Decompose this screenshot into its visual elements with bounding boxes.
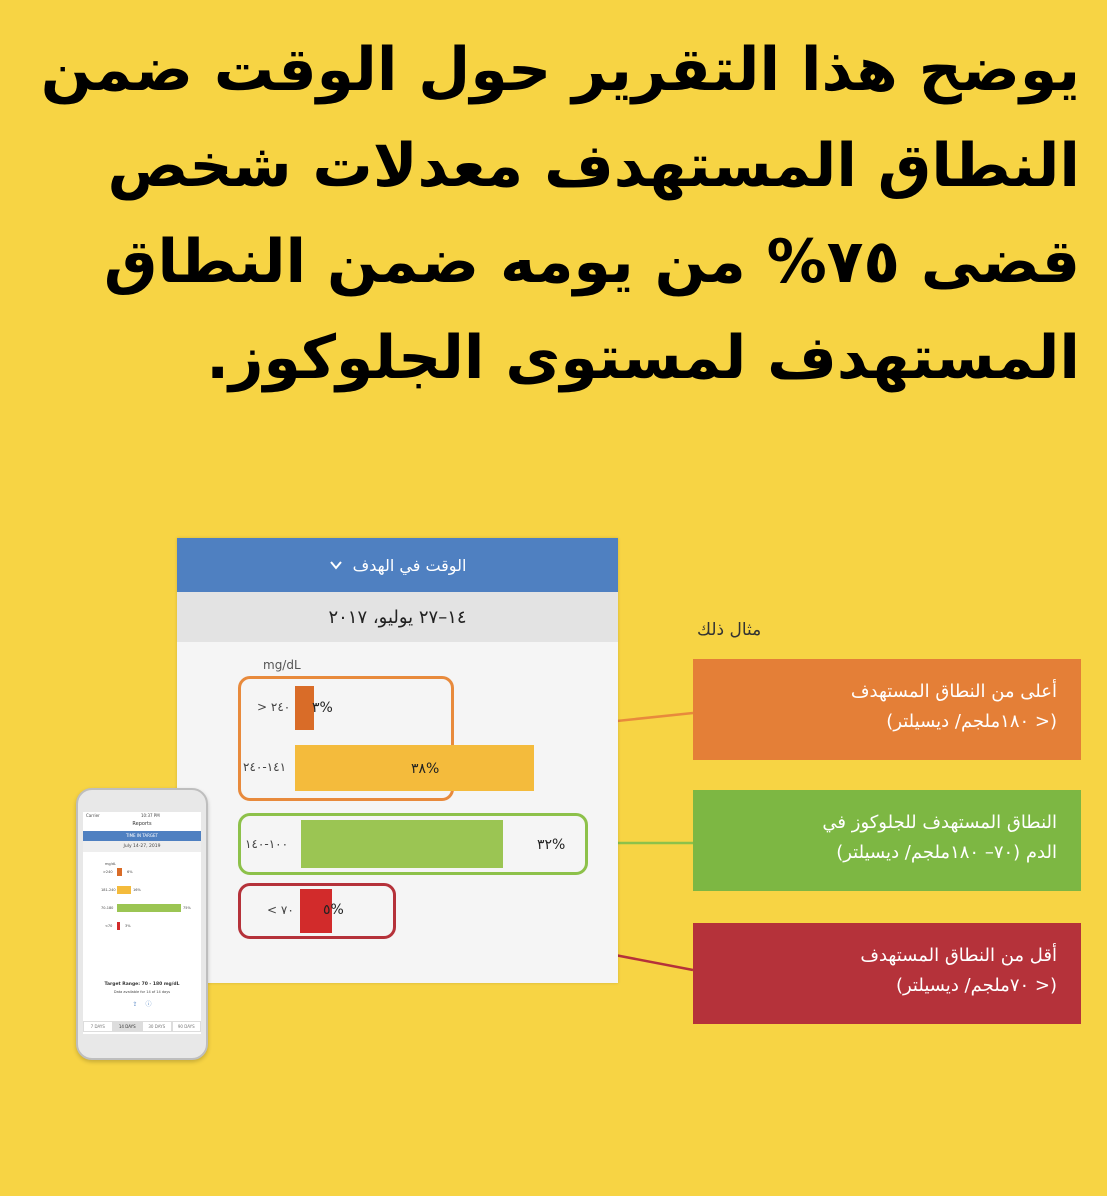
phone-tab-14-days[interactable]: 14 DAYS [113, 1021, 143, 1032]
report-header[interactable] [177, 538, 618, 592]
callout-above-target-range: (< ١٨٠ملجم/ ديسيلتر) [886, 711, 1057, 732]
headline [40, 22, 1080, 406]
phone-percent: 3% [125, 924, 131, 928]
chevron-down-icon [329, 558, 343, 572]
phone-screen [83, 812, 201, 1034]
phone-target-range: Target Range: 70 - 180 mg/dL [104, 982, 180, 987]
phone-bar [117, 922, 120, 930]
phone-percent: 6% [127, 870, 133, 874]
phone-bar [117, 868, 122, 876]
phone-time: 10:37 PM [141, 813, 160, 818]
range-label-low: < ٧٠ [267, 903, 294, 917]
callout-target-range [693, 790, 1081, 891]
phone-bar [117, 886, 131, 894]
range-label-target: ١٠٠-١٤٠ [245, 837, 289, 851]
phone-unit: mg/dL [105, 862, 116, 866]
phone-carrier: Carrier [86, 813, 100, 818]
example-label: مثال ذلك [697, 620, 762, 640]
phone-percent: 75% [183, 906, 191, 910]
bar-target [301, 820, 503, 868]
callout-above-target-title: أعلى من النطاق المستهدف [850, 681, 1057, 702]
phone-mockup [76, 788, 208, 1060]
callout-above-target [693, 659, 1081, 760]
callout-below-target-range: (< ٧٠ملجم/ ديسيلتر) [895, 975, 1057, 996]
phone-action-icons [83, 999, 201, 1008]
percent-low: ٥% [323, 902, 344, 918]
percent-high: ٣٨% [411, 761, 440, 777]
phone-data-available: Data available for 14 of 14 days [113, 990, 171, 994]
time-in-target-report [177, 538, 618, 983]
unit-label: mg/dL [263, 658, 301, 672]
phone-nav-title: Reports [132, 821, 152, 827]
headline-line-3: قضى ٧٥% من يومه ضمن النطاق [103, 227, 1080, 297]
info-icon[interactable]: ⓘ [145, 1001, 152, 1008]
phone-date: July 14-27, 2019 [83, 841, 201, 852]
phone-percent: 16% [133, 888, 141, 892]
callout-below-target [693, 923, 1081, 1024]
callout-target-range-range: الدم (٧٠– ١٨٠ملجم/ ديسيلتر) [836, 842, 1057, 863]
range-label-very-high: > ٢٤٠ [257, 700, 291, 714]
callout-below-target-title: أقل من النطاق المستهدف [860, 945, 1057, 966]
headline-line-1: يوضح هذا التقرير حول الوقت ضمن [40, 35, 1080, 105]
phone-tab-90-days[interactable]: 90 DAYS [172, 1021, 202, 1032]
share-icon[interactable]: ⇪ [132, 1001, 138, 1008]
phone-bar [117, 904, 181, 912]
callout-target-range-title: النطاق المستهدف للجلوكوز في [822, 812, 1057, 833]
phone-tab-30-days[interactable]: 30 DAYS [142, 1021, 172, 1032]
phone-status-bar [83, 813, 201, 818]
phone-range-label: <70 [105, 924, 113, 928]
headline-line-4: المستهدف لمستوى الجلوكوز. [206, 323, 1080, 393]
phone-tab-7-days[interactable]: 7 DAYS [83, 1021, 113, 1032]
report-date-range: ١٤–٢٧ يوليو، ٢٠١٧ [177, 592, 618, 642]
phone-time-in-target-tab[interactable]: TIME IN TARGET [83, 831, 201, 841]
headline-line-2: النطاق المستهدف معدلات شخص [107, 131, 1080, 201]
percent-very-high: ٣% [312, 700, 333, 716]
phone-range-label: 181-240 [101, 888, 116, 892]
phone-range-label: 70-180 [101, 906, 114, 910]
phone-range-label: >240 [103, 870, 113, 874]
percent-target: ٣٢% [537, 837, 566, 853]
report-header-title: الوقت في الهدف [352, 555, 467, 575]
phone-period-tabs [83, 1021, 201, 1032]
range-label-high: ١٤١-٢٤٠ [243, 760, 287, 774]
